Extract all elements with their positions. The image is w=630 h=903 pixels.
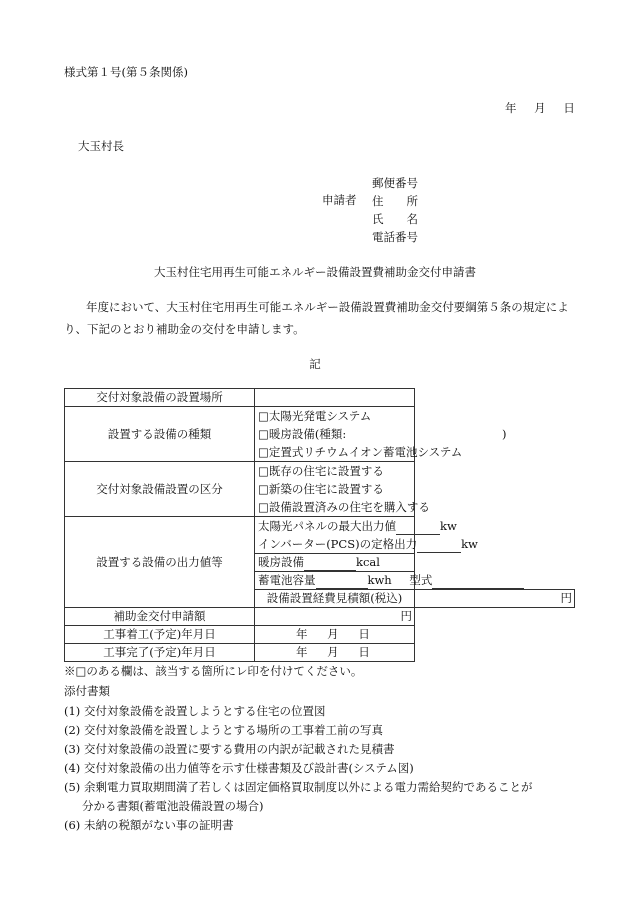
start-label: 工事着工(予定)年月日: [65, 626, 255, 644]
heating-blank[interactable]: [304, 558, 356, 571]
attachment-item: (2) 交付対象設備を設置しようとする場所の工事着工前の写真: [64, 723, 383, 737]
location-field[interactable]: [255, 389, 415, 407]
grant-field[interactable]: 円: [255, 608, 415, 626]
attachment-item: (6) 未納の税額がない事の証明書: [64, 818, 234, 832]
date-day: 日: [563, 101, 575, 115]
output-solar-inverter: [255, 517, 478, 554]
grant-label: 補助金交付申請額: [65, 608, 255, 626]
postal-label: 郵便番号: [372, 176, 418, 190]
start-day: 日: [358, 627, 370, 641]
attachment-item-continued: 分かる書類(蓄電池設備設置の場合): [82, 799, 264, 813]
location-label: 交付対象設備の設置場所: [65, 389, 255, 407]
heating-row[interactable]: [255, 554, 415, 572]
cost-field[interactable]: 円: [415, 590, 575, 608]
document-title: 大玉村住宅用再生可能エネルギー設備設置費補助金交付申請書: [154, 265, 476, 279]
phone-label: 電話番号: [372, 230, 418, 244]
battery-row[interactable]: [255, 572, 433, 590]
end-month: 月: [327, 645, 339, 659]
model-label: 型式: [409, 573, 433, 587]
ki-heading: 記: [309, 357, 321, 371]
start-month: 月: [327, 627, 339, 641]
inverter-label: インバーター(PCS)の定格出力: [258, 537, 418, 551]
attachment-item: (1) 交付対象設備を設置しようとする住宅の位置図: [64, 704, 326, 718]
date-month: 月: [534, 101, 546, 115]
type-option-heating[interactable]: [258, 425, 507, 443]
class-options: [255, 462, 430, 517]
attachments-list: [64, 702, 532, 835]
heating-label: 暖房設備: [258, 555, 304, 569]
model-blank[interactable]: [432, 576, 524, 589]
class-option-existing[interactable]: □既存の住宅に設置する: [258, 464, 384, 478]
application-text: 年度において、大玉村住宅用再生可能エネルギー設備設置費補助金交付要綱第５条の規定により、下記のとおり補助金の交付を申請します。: [64, 300, 569, 336]
output-label: 設置する設備の出力値等: [65, 517, 255, 608]
unit-kw: kw: [461, 537, 478, 551]
solar-max-label: 太陽光パネルの最大出力値: [258, 519, 396, 533]
end-year: 年: [296, 645, 308, 659]
battery-label: 蓄電池容量: [258, 573, 316, 587]
solar-max-blank[interactable]: [396, 522, 440, 535]
unit-kwh: kwh: [367, 573, 392, 587]
start-year: 年: [296, 627, 308, 641]
attachments-title: 添付書類: [64, 684, 110, 698]
battery-blank[interactable]: [316, 576, 368, 589]
class-option-purchase[interactable]: □設備設置済みの住宅を購入する: [258, 500, 430, 514]
paren-close: ): [502, 427, 507, 441]
start-date-field[interactable]: [255, 626, 415, 644]
unit-kw: kw: [440, 519, 457, 533]
class-option-new[interactable]: □新築の住宅に設置する: [258, 482, 384, 496]
applicant-role: 申請者: [322, 193, 357, 207]
class-label: 交付対象設備設置の区分: [65, 462, 255, 517]
checkbox-note: ※□のある欄は、該当する箇所にレ印を付けてください。: [64, 664, 363, 678]
cost-label: 設備設置経費見積額(税込): [255, 590, 415, 608]
end-day: 日: [358, 645, 370, 659]
solar-max-row[interactable]: [258, 517, 457, 535]
applicant-fields: [372, 174, 418, 246]
application-table: [64, 388, 575, 662]
type-options: [255, 407, 507, 462]
unit-kcal: kcal: [356, 555, 380, 569]
attachment-item: (4) 交付対象設備の出力値等を示す仕様書類及び設計書(システム図): [64, 761, 414, 775]
date-year: 年: [505, 101, 517, 115]
address-label: 住 所: [372, 194, 418, 208]
form-number: 様式第１号(第５条関係): [64, 65, 188, 79]
end-label: 工事完了(予定)年月日: [65, 644, 255, 662]
type-option-solar[interactable]: □太陽光発電システム: [258, 409, 372, 423]
type-option-heating-label: □暖房設備(種類:: [258, 427, 347, 441]
addressee: 大玉村長: [78, 139, 124, 153]
inverter-row[interactable]: [258, 535, 478, 553]
attachment-item: (3) 交付対象設備の設置に要する費用の内訳が記載された見積書: [64, 742, 395, 756]
attachment-item: (5) 余剰電力買取期間満了若しくは固定価格買取制度以外による電力需給契約であることが: [64, 780, 533, 794]
date-line: [505, 100, 575, 116]
type-option-battery[interactable]: □定置式リチウムイオン蓄電池システム: [258, 445, 463, 459]
type-label: 設置する設備の種類: [65, 407, 255, 462]
inverter-blank[interactable]: [417, 540, 461, 553]
end-date-field[interactable]: [255, 644, 415, 662]
name-label: 氏 名: [372, 212, 418, 226]
